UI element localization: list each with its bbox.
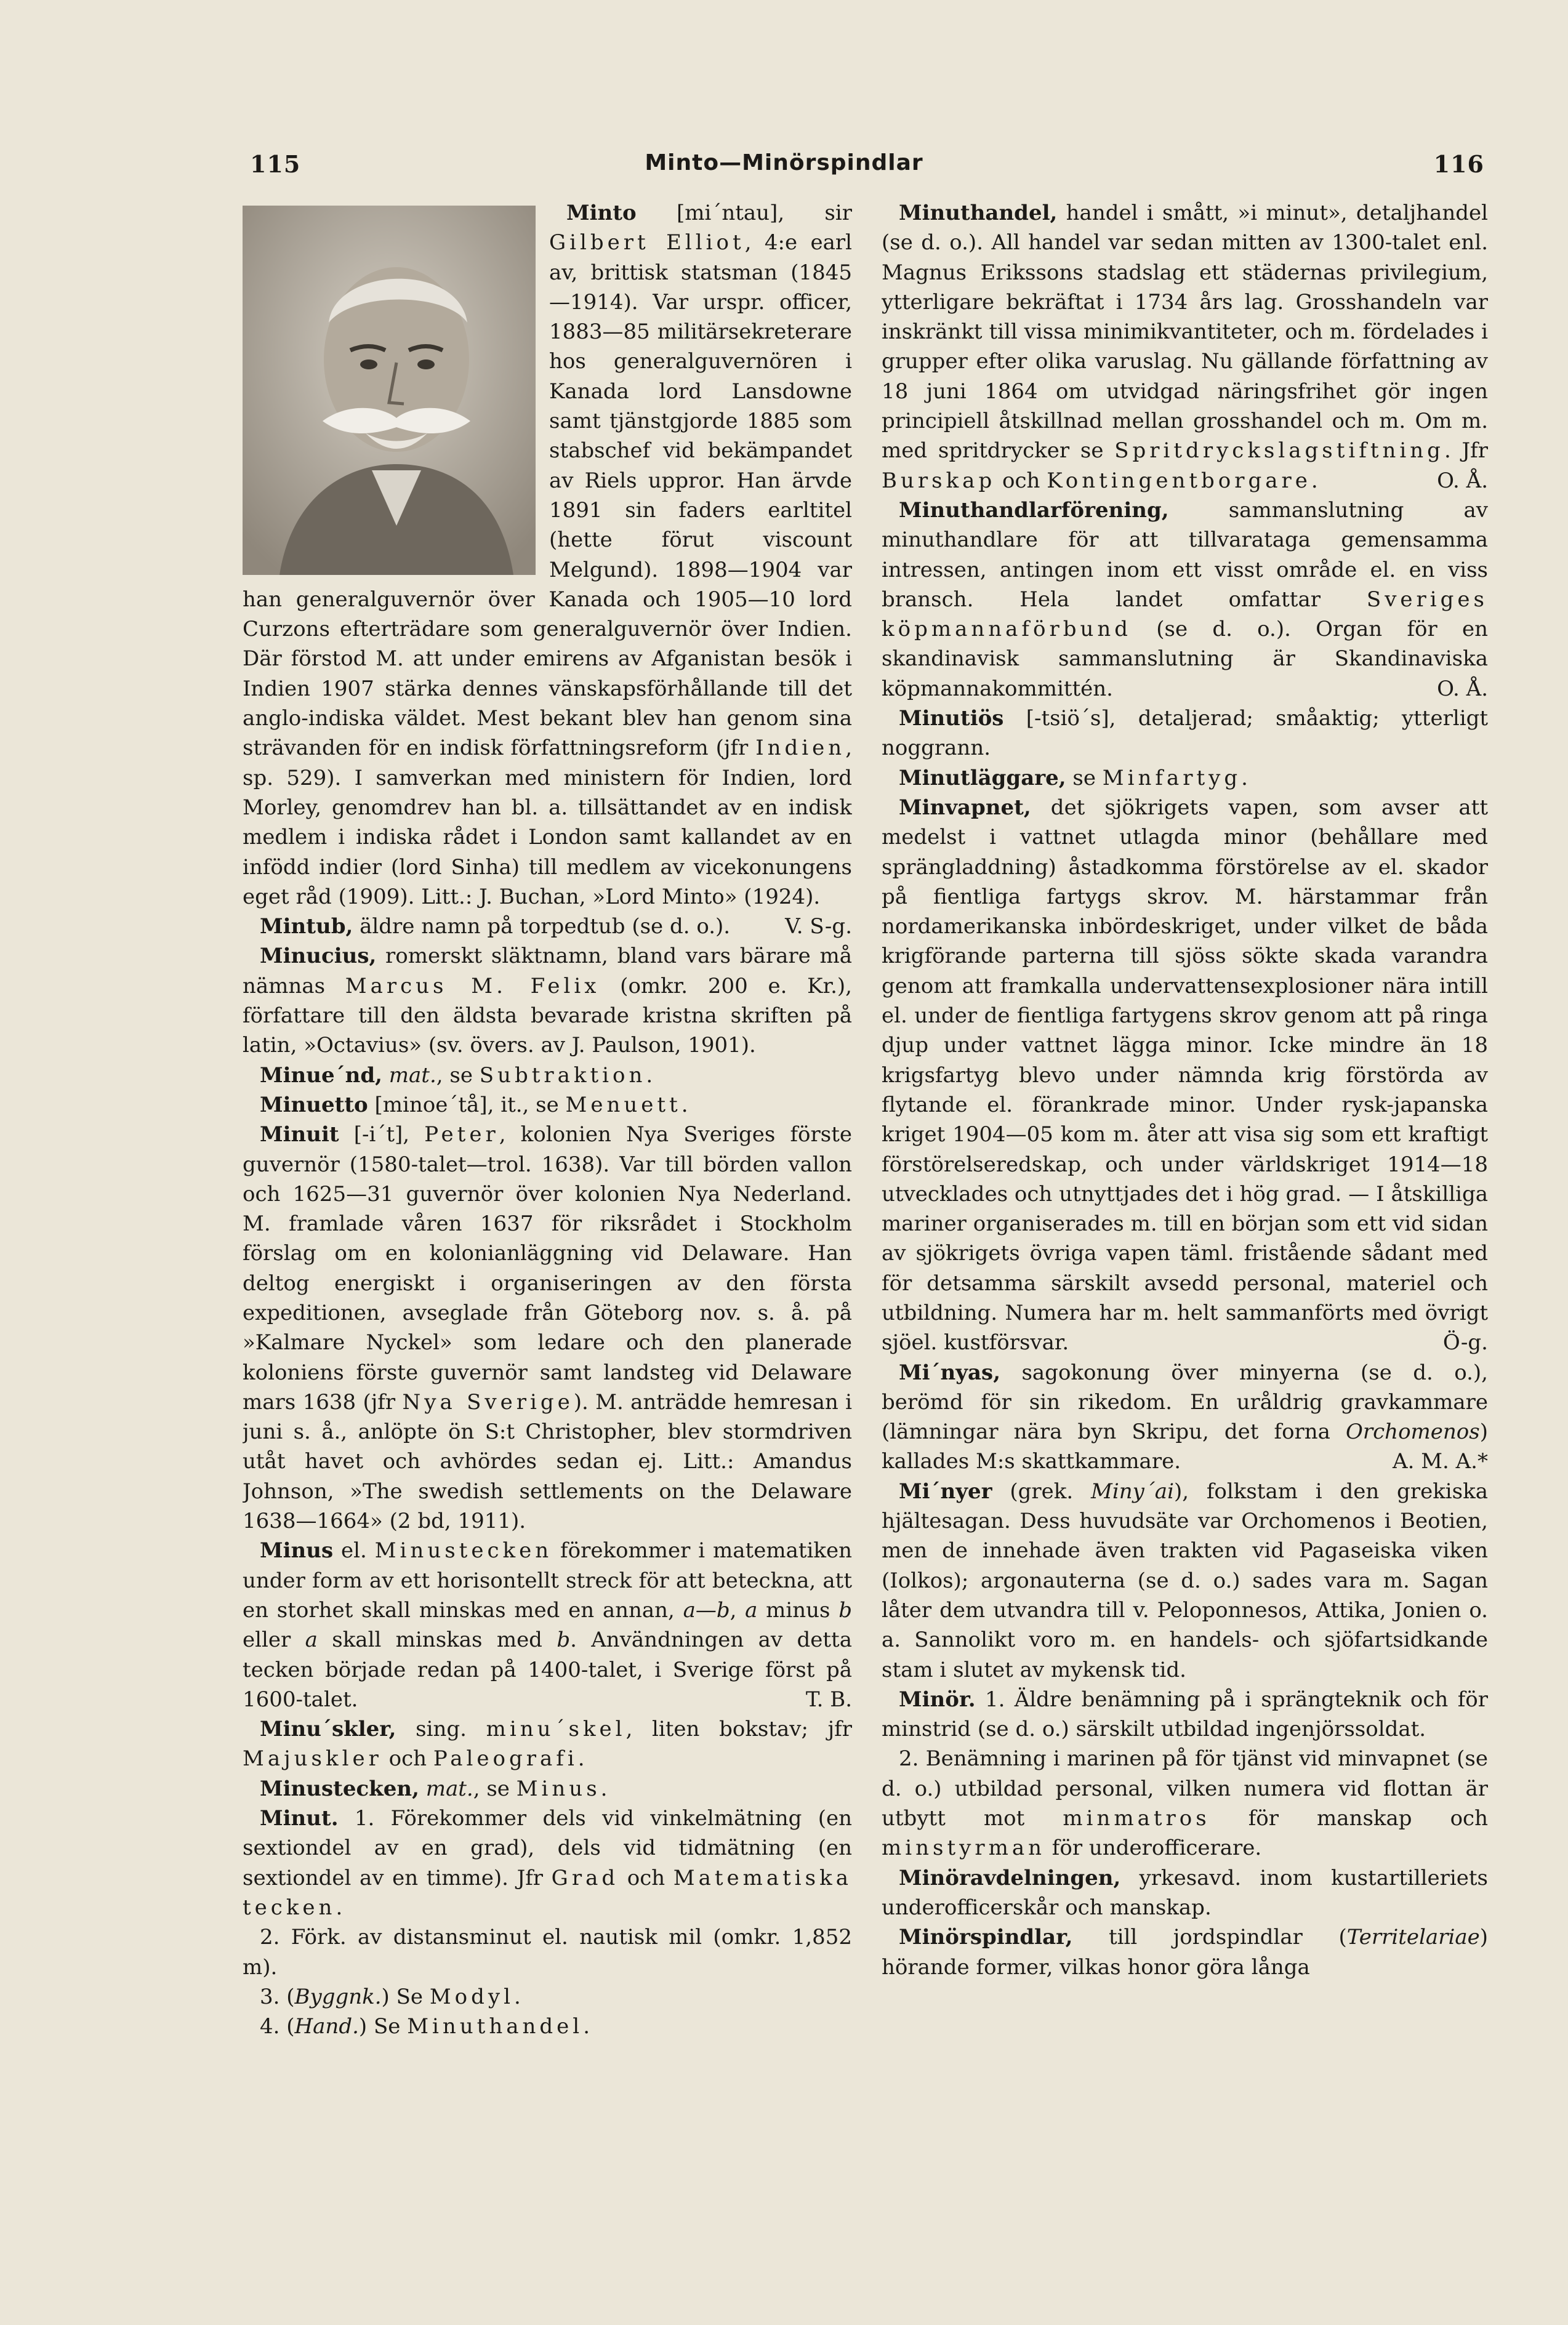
author-signature: V. S-g. [785,914,852,939]
right-entries [882,198,1488,1982]
dictionary-entry [882,793,1488,1358]
author-signature: Ö-g. [1442,1330,1488,1355]
entry-text: 1. Äldre benämning på i sprängteknik och för minstrid (se d. o.) särskilt utbildad ingenjörssoldat. [882,1687,1488,1742]
entry-text: handel i smått, »i minut», detaljhandel (se d. o.). All handel var sedan mitten av 1300-talet enl. Magnus Erikssons stadslag ett städernas privilegium, ytterligare bekräftat i 1734 års lag. Grosshandeln var inskränkt till vissa minimikvantiteter, och m. fördelades i grupper efter olika varuslag. Nu gällande författning av 18 juni 1864 om utvidgad näringsfrihet gör ingen principiell åtskillnad mellan grosshandel och m. Om m. med spritdrycker se Spritdryckslagstiftning. Jfr Burskap och Kontingentborgare. [882,201,1488,493]
dictionary-entry [882,1358,1488,1477]
dictionary-entry [243,1922,852,1982]
author-signature: O. Å. [1437,468,1488,493]
dictionary-entry [243,1714,852,1774]
entry-text: el. Minustecken förekommer i matematiken under form av ett horisontellt streck för att beteckna, att en storhet skall minskas med en annan, a—b, a minus b eller a skall minskas med b. Användningen av detta tecken började redan på 1400-talet, i Sverige först på 1600-talet. [243,1538,852,1712]
entry-text: sammanslutning av minuthandlare för att tillvarataga gemensamma intressen, antingen inom ett visst område el. en viss bransch. Hela landet omfattar Sveriges köpmannaförbund (se d. o.). Organ för en skandinavisk sammanslutning är Skandinaviska köpmannakommittén. [882,497,1488,701]
entry-text: sagokonung över minyerna (se d. o.), berömd för sin rikedom. En uråldrig gravkammare (lämningar nära byn Skripu, det forna Orchomenos) kallades M:s skattkammare. [882,1360,1488,1474]
dictionary-entry [882,704,1488,763]
entry-headword: Minut. [260,1806,339,1831]
entry-headword: Minvapnet, [899,795,1031,820]
entry-headword: Minus [260,1538,334,1564]
dictionary-entry [243,2012,852,2041]
page-number-right: 116 [1433,150,1484,178]
entry-text: till jordspindlar (Territelariae) hörande former, vilkas honor göra långa [882,1925,1488,1980]
dictionary-entry [882,198,1488,496]
dictionary-entry [243,1804,852,1922]
entry-headword: Minörspindlar, [899,1925,1073,1950]
dictionary-entry [243,1774,852,1804]
entry-headword: Minör. [899,1687,976,1712]
entry-headword: Minöravdelningen, [899,1865,1121,1890]
entry-text: se Minfartyg. [1066,765,1248,790]
entry-headword: Minuit [260,1122,339,1147]
entry-text: yrkesavd. inom kustartilleriets underofficerskår och manskap. [882,1865,1488,1920]
page-number-left: 115 [250,150,301,178]
entry-text: sing. minu´skel, liten bokstav; jfr Majuskler och Paleografi. [243,1717,852,1772]
entry-headword: Minto [566,201,637,225]
author-signature: T. B. [805,1687,852,1712]
entry-text: 4. (Hand.) Se Minuthandel. [260,2014,590,2039]
entry-headword: Minuthandlarförening, [899,497,1169,523]
entry-text: 2. Benämning i marinen på för tjänst vid minvapnet (se d. o.) utbildad personal, vilken numera vid flottan är utbytt mot minmatros för manskap och minstyrman för underofficerare. [882,1746,1488,1861]
dictionary-entry [243,1982,852,2012]
entry-text: [mi´ntau], sir Gilbert Elliot, 4:e earl av, brittisk statsman (1845—1914). Var urspr. officer, 1883—85 militärsekreterare hos generalguvernören i Kanada lord Lansdowne samt tjänstgjorde 1885 som stabschef vid bekämpandet av Riels uppror. Han ärvde 1891 sin faders earltitel (hette förut viscount Melgund). 1898—1904 var han generalguvernör över Kanada och 1905—10 lord Curzons efterträdare som generalguvernör över Indien. Där förstod M. att under emirens av Afganistan besök i Indien 1907 stärka dennes vänskapsförhållande till det anglo-indiska väldet. Mest bekant blev han genom sina strävanden för en indisk författningsreform (jfr Indien, sp. 529). I samverkan med ministern för Indien, lord Morley, genomdrev han bl. a. tillsättandet av en indisk medlem i indiska rådet i London samt kallandet av en infödd indier (lord Sinha) till medlem av vicekonungens eget råd (1909). Litt.: J. Buchan, »Lord Minto» (1924). [243,201,852,909]
portrait-illustration [243,206,536,575]
author-signature: A. M. A.* [1393,1449,1488,1474]
entry-headword: Minustecken, [260,1776,419,1801]
entry-text: [-tsiö´s], detaljerad; småaktig; ytterligt noggrann. [882,706,1488,761]
dictionary-entry [882,763,1488,793]
dictionary-entry [243,1061,852,1090]
dictionary-entry [243,1120,852,1536]
entry-text: mat., se Subtraktion. [388,1062,653,1088]
author-signature: O. Å. [1437,676,1488,701]
dictionary-entry [882,1863,1488,1923]
dictionary-entry [243,1090,852,1120]
portrait-photo [243,206,536,575]
dictionary-entry [882,1477,1488,1685]
entry-headword: Minu´skler, [260,1717,396,1742]
dictionary-entry [243,1536,852,1714]
entry-text: [minoe´tå], it., se Menuett. [368,1092,688,1117]
entry-headword: Minuthandel, [899,201,1058,225]
column-right [882,198,1488,2199]
dictionary-entry [882,1922,1488,1982]
entry-text: [-i´t], Peter, kolonien Nya Sveriges förste guvernör (1580-talet—trol. 1638). Var till börden vallon och 1625—31 guvernör över kolonien Nya Nederland. M. framlade våren 1637 för riksrådet i Stockholm förslag om en kolonianläggning vid Delaware. Han deltog energiskt i organiseringen av den första expeditionen, avseglade från Göteborg nov. s. å. på »Kalmare Nyckel» som ledare och den planerade koloniens förste guvernör samt landsteg vid Delaware mars 1638 (jfr Nya Sverige). M. anträdde hemresan i juni s. å., anlöpte ön S:t Christopher, blev stormdriven utåt havet och avhördes sedan ej. Litt.: Amandus Johnson, »The swedish settlements on the Delaware 1638—1664» (2 bd, 1911). [243,1122,852,1534]
entry-headword: Mi´nyer [899,1479,992,1504]
dictionary-entry [882,1685,1488,1745]
dictionary-entry [882,1744,1488,1863]
entry-headword: Mintub, [260,914,353,939]
entry-headword: Mi´nyas, [899,1360,1001,1385]
entry-text: äldre namn på torpedtub (se d. o.). [353,914,731,939]
entry-headword: Minutläggare, [899,765,1066,790]
entry-text: 3. (Byggnk.) Se Modyl. [260,1984,521,2009]
running-head: Minto—Minörspindlar [645,150,923,175]
entry-text: mat., se Minus. [425,1776,608,1801]
dictionary-entry [882,496,1488,704]
entry-headword: Minucius, [260,944,377,969]
entry-headword: Minutiös [899,706,1004,731]
entry-text: 2. Förk. av distansminut el. nautisk mil (omkr. 1,852 m). [243,1925,852,1980]
column-left [243,198,852,2199]
entry-headword: Minuetto [260,1092,368,1117]
entry-text: det sjökrigets vapen, som avser att medelst i vattnet utlagda minor (behållare med sprängladdning) åstadkomma förstörelse av el. skador på fientliga fartygs skrov. M. härstammar från nordamerikanska inbördeskriget, under vilket de båda krigförande parterna till sjöss sökte skada varandra genom att framkalla undervattensexplosioner nära intill el. under de fientliga fartygens skrov genom att på ringa djup under vattnet lägga minor. Icke mindre än 18 krigsfartyg blevo under nämnda krig förstörda av flytande el. förankrade minor. Under rysk-japanska kriget 1904—05 kom m. åter att visa sig som ett kraftigt förstörelseredskap, och under världskriget 1914—18 utvecklades och utnyttjades det i hög grad. — I åtskilliga mariner organiserades m. till en början som ett vid sidan av sjökrigets övriga vapen täml. fristående sådant med för detsamma särskilt avsedd personal, materiel och utbildning. Numera har m. helt sammanförts med övrigt sjöel. kustförsvar. [882,795,1488,1355]
dictionary-entry [243,941,852,1060]
entry-text: romerskt släktnamn, bland vars bärare må nämnas Marcus M. Felix (omkr. 200 e. Kr.), författare till den äldsta bevarade kristna skriften på latin, »Octavius» (sv. övers. av J. Paulson, 1901). [243,944,852,1058]
entry-text: (grek. Miny´ai), folkstam i den grekiska hjältesagan. Dess huvudsäte var Orchomenos i Beotien, men de innehade även trakten vid Pagaseiska viken (Iolkos); argonauterna (se d. o.) sades vara m. Sagan låter dem utvandra till v. Peloponnesos, Attika, Jonien o. a. Sannolikt voro m. en handels- och sjöfartsidkande stam i slutet av mykensk tid. [882,1479,1488,1682]
entry-headword: Minue´nd, [260,1062,382,1088]
entry-text: 1. Förekommer dels vid vinkelmätning (en sextiondel av en grad), dels vid tidmätning (en sextiondel av en timme). Jfr Grad och Matematiska tecken. [243,1806,852,1920]
